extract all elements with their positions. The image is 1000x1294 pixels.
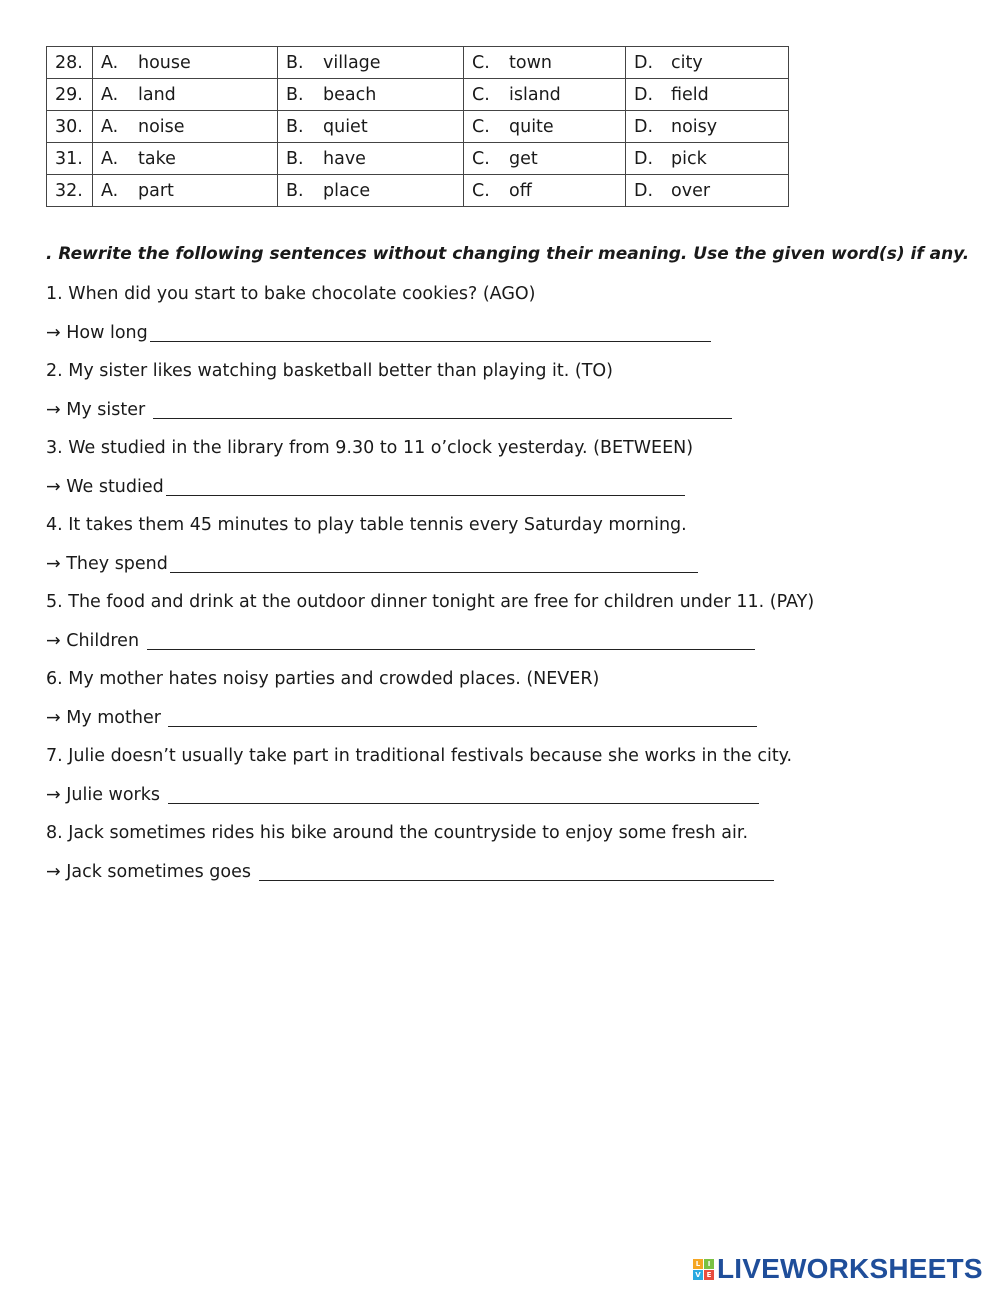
option-text: village <box>323 52 381 73</box>
option-text: over <box>671 180 711 201</box>
option-letter: A. <box>101 52 119 73</box>
option-letter: C. <box>472 148 490 169</box>
answer-input-blank[interactable] <box>168 782 759 804</box>
rewrite-question: 3. We studied in the library from 9.30 to 11 o’clock yesterday. (BETWEEN) <box>46 438 694 458</box>
option-letter: D. <box>634 116 654 137</box>
answer-option[interactable] <box>278 111 464 143</box>
rewrite-question: 6. My mother hates noisy parties and crowded places. (NEVER) <box>46 669 600 689</box>
answer-option[interactable] <box>278 79 464 111</box>
liveworksheets-logo-icon <box>693 1259 714 1280</box>
option-text: pick <box>671 148 707 169</box>
question-number: 29. <box>47 79 93 111</box>
option-text: field <box>671 84 709 105</box>
option-text: part <box>138 180 174 201</box>
option-letter: C. <box>472 52 490 73</box>
rewrite-answer-line <box>46 474 946 513</box>
mcq-row <box>47 143 789 175</box>
answer-option[interactable] <box>93 175 278 207</box>
answer-input-blank[interactable] <box>259 859 774 881</box>
logo-icon-letter-v: V <box>693 1270 703 1280</box>
answer-option[interactable] <box>278 143 464 175</box>
option-text: land <box>138 84 176 105</box>
mcq-row <box>47 79 789 111</box>
answer-option[interactable] <box>464 175 626 207</box>
rewrite-answer-line <box>46 705 946 744</box>
option-text: place <box>323 180 371 201</box>
rewrite-question: 5. The food and drink at the outdoor dinner tonight are free for children under 11. (PAY) <box>46 592 815 612</box>
option-letter: D. <box>634 52 654 73</box>
option-letter: A. <box>101 116 119 137</box>
answer-option[interactable] <box>464 143 626 175</box>
answer-option[interactable] <box>464 47 626 79</box>
option-text: take <box>138 148 176 169</box>
logo-icon-letter-l: L <box>693 1259 703 1269</box>
mcq-row <box>47 47 789 79</box>
option-text: island <box>509 84 561 105</box>
option-letter: D. <box>634 180 654 201</box>
answer-input-blank[interactable] <box>153 397 732 419</box>
option-letter: D. <box>634 84 654 105</box>
rewrite-answer-line <box>46 551 946 590</box>
liveworksheets-logo <box>693 1253 993 1285</box>
rewrite-question: 7. Julie doesn’t usually take part in traditional festivals because she works in the city. <box>46 746 793 766</box>
option-letter: C. <box>472 116 490 137</box>
answer-option[interactable] <box>464 111 626 143</box>
rewrite-answer-line <box>46 782 946 821</box>
answer-option[interactable] <box>93 47 278 79</box>
answer-option[interactable] <box>626 143 789 175</box>
option-letter: C. <box>472 84 490 105</box>
mcq-row <box>47 111 789 143</box>
option-letter: B. <box>286 148 304 169</box>
rewrite-instruction: . Rewrite the following sentences without changing their meaning. Use the given word(s) if any. <box>46 244 970 264</box>
option-letter: B. <box>286 180 304 201</box>
answer-option[interactable] <box>626 47 789 79</box>
question-number: 31. <box>47 143 93 175</box>
rewrite-question: 1. When did you start to bake chocolate cookies? (AGO) <box>46 284 536 304</box>
answer-prompt: → We studied <box>46 476 164 497</box>
option-text: town <box>509 52 552 73</box>
answer-option[interactable] <box>278 175 464 207</box>
question-number: 32. <box>47 175 93 207</box>
answer-option[interactable] <box>626 111 789 143</box>
answer-option[interactable] <box>93 79 278 111</box>
option-letter: A. <box>101 180 119 201</box>
option-text: quite <box>509 116 554 137</box>
answer-input-blank[interactable] <box>166 474 685 496</box>
rewrite-items-list <box>46 281 946 897</box>
option-letter: A. <box>101 148 119 169</box>
answer-option[interactable] <box>93 143 278 175</box>
option-letter: B. <box>286 52 304 73</box>
logo-wordmark: LIVEWORKSHEETS <box>717 1253 983 1284</box>
rewrite-answer-line <box>46 859 946 898</box>
option-letter: C. <box>472 180 490 201</box>
answer-prompt: → How long <box>46 322 148 343</box>
answer-input-blank[interactable] <box>170 551 698 573</box>
option-text: quiet <box>323 116 368 137</box>
option-text: house <box>138 52 191 73</box>
answer-input-blank[interactable] <box>147 628 755 650</box>
answer-prompt: → Jack sometimes goes <box>46 861 257 882</box>
rewrite-question: 2. My sister likes watching basketball better than playing it. (TO) <box>46 361 613 381</box>
rewrite-answer-line <box>46 320 946 359</box>
rewrite-question: 8. Jack sometimes rides his bike around the countryside to enjoy some fresh air. <box>46 823 749 843</box>
question-number: 28. <box>47 47 93 79</box>
option-text: noisy <box>671 116 718 137</box>
option-text: noise <box>138 116 185 137</box>
option-letter: B. <box>286 84 304 105</box>
rewrite-question: 4. It takes them 45 minutes to play table tennis every Saturday morning. <box>46 515 687 535</box>
answer-option[interactable] <box>464 79 626 111</box>
logo-icon-letter-e: E <box>704 1270 714 1280</box>
answer-prompt: → Children <box>46 630 145 651</box>
question-number: 30. <box>47 111 93 143</box>
logo-icon-letter-i: I <box>704 1259 714 1269</box>
option-text: have <box>323 148 366 169</box>
option-text: get <box>509 148 538 169</box>
option-text: off <box>509 180 532 201</box>
answer-prompt: → Julie works <box>46 784 166 805</box>
answer-prompt: → They spend <box>46 553 168 574</box>
answer-input-blank[interactable] <box>168 705 757 727</box>
rewrite-answer-line <box>46 628 946 667</box>
answer-option[interactable] <box>626 79 789 111</box>
answer-prompt: → My mother <box>46 707 167 728</box>
answer-prompt: → My sister <box>46 399 151 420</box>
option-letter: D. <box>634 148 654 169</box>
rewrite-answer-line <box>46 397 946 436</box>
option-letter: A. <box>101 84 119 105</box>
option-letter: B. <box>286 116 304 137</box>
mcq-answer-table <box>46 46 789 207</box>
mcq-row <box>47 175 789 207</box>
answer-option[interactable] <box>93 111 278 143</box>
answer-input-blank[interactable] <box>150 320 711 342</box>
option-text: city <box>671 52 703 73</box>
answer-option[interactable] <box>278 47 464 79</box>
option-text: beach <box>323 84 377 105</box>
answer-option[interactable] <box>626 175 789 207</box>
